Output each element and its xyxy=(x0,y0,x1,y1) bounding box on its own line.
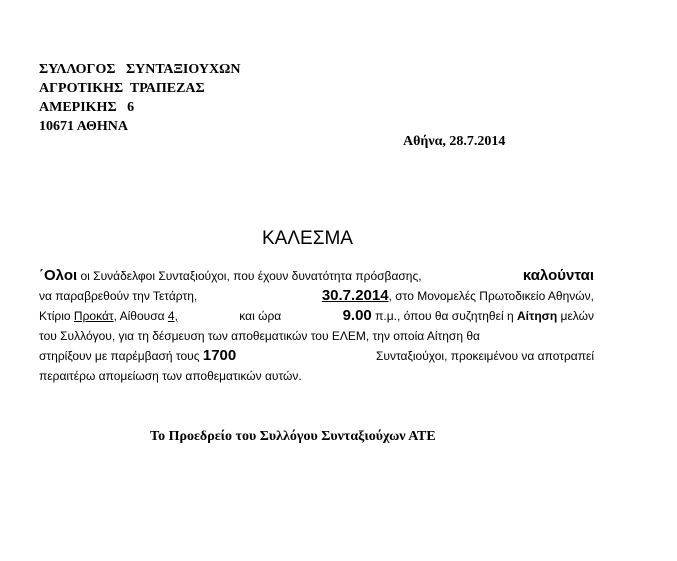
room-number: 4, xyxy=(167,309,178,323)
all-emphasis: ΄Ολοι xyxy=(39,267,78,284)
retiree-count: 1700 xyxy=(202,347,237,364)
org-name-line-1: ΣΥΛΛΟΓΟΣ ΣΥΝΤΑΞΙΟΥΧΩΝ xyxy=(39,62,241,77)
body-text: στηρίξουν με παρέμβασή τους xyxy=(39,349,200,363)
body-text: και ώρα xyxy=(239,309,282,323)
hearing-date: 30.7.2014 xyxy=(321,287,389,304)
postal-city: 10671 ΑΘΗΝΑ xyxy=(39,119,129,134)
body-line-6 xyxy=(39,366,594,386)
sender-address xyxy=(39,60,240,136)
building-name: Προκάτ xyxy=(73,309,114,323)
hearing-time: 9.00 xyxy=(342,307,372,324)
street-address: ΑΜΕΡΙΚΗΣ 6 xyxy=(39,100,135,115)
body-text: να παραβρεθούν την Τετάρτη, xyxy=(39,289,198,303)
body-text: μελών xyxy=(560,309,594,323)
petition-emphasis: Αίτηση xyxy=(516,309,558,323)
body-text: Κτίριο xyxy=(39,309,71,323)
document-title: ΚΑΛΕΣΜΑ xyxy=(262,228,353,249)
body-line-5 xyxy=(39,346,594,366)
body-line-2 xyxy=(39,286,594,306)
org-name-line-2: ΑΓΡΟΤΙΚΗΣ ΤΡΑΠΕΖΑΣ xyxy=(39,81,205,96)
body-text: Συνταξιούχοι, προκειμένου να αποτραπεί xyxy=(376,349,594,363)
body-text: οι Συνάδελφοι Συνταξιούχοι, που έχουν δυνατότητα πρόσβασης, xyxy=(80,269,422,283)
body-text: , στο Μονομελές Πρωτοδικείο Αθηνών, xyxy=(388,289,594,303)
body-text: του Συλλόγου, για τη δέσμευση των αποθεματικών του ΕΛΕΜ, την οποία Αίτηση θα xyxy=(39,329,480,343)
signature: Το Προεδρείο του Συλλόγου Συνταξιούχων ΑΤΕ xyxy=(150,429,436,444)
body-line-1 xyxy=(39,266,594,286)
document-date: Αθήνα, 28.7.2014 xyxy=(403,134,506,149)
body-line-4 xyxy=(39,326,594,346)
body-text: π.μ., όπου θα συζητηθεί η xyxy=(375,309,514,323)
body-text: περαιτέρω απομείωση των αποθεματικών αυτών. xyxy=(39,369,302,383)
body-text: , Αίθουσα xyxy=(113,309,165,323)
invited-emphasis: καλούνται xyxy=(522,267,594,284)
invitation-body xyxy=(39,266,594,386)
body-line-3 xyxy=(39,306,594,326)
